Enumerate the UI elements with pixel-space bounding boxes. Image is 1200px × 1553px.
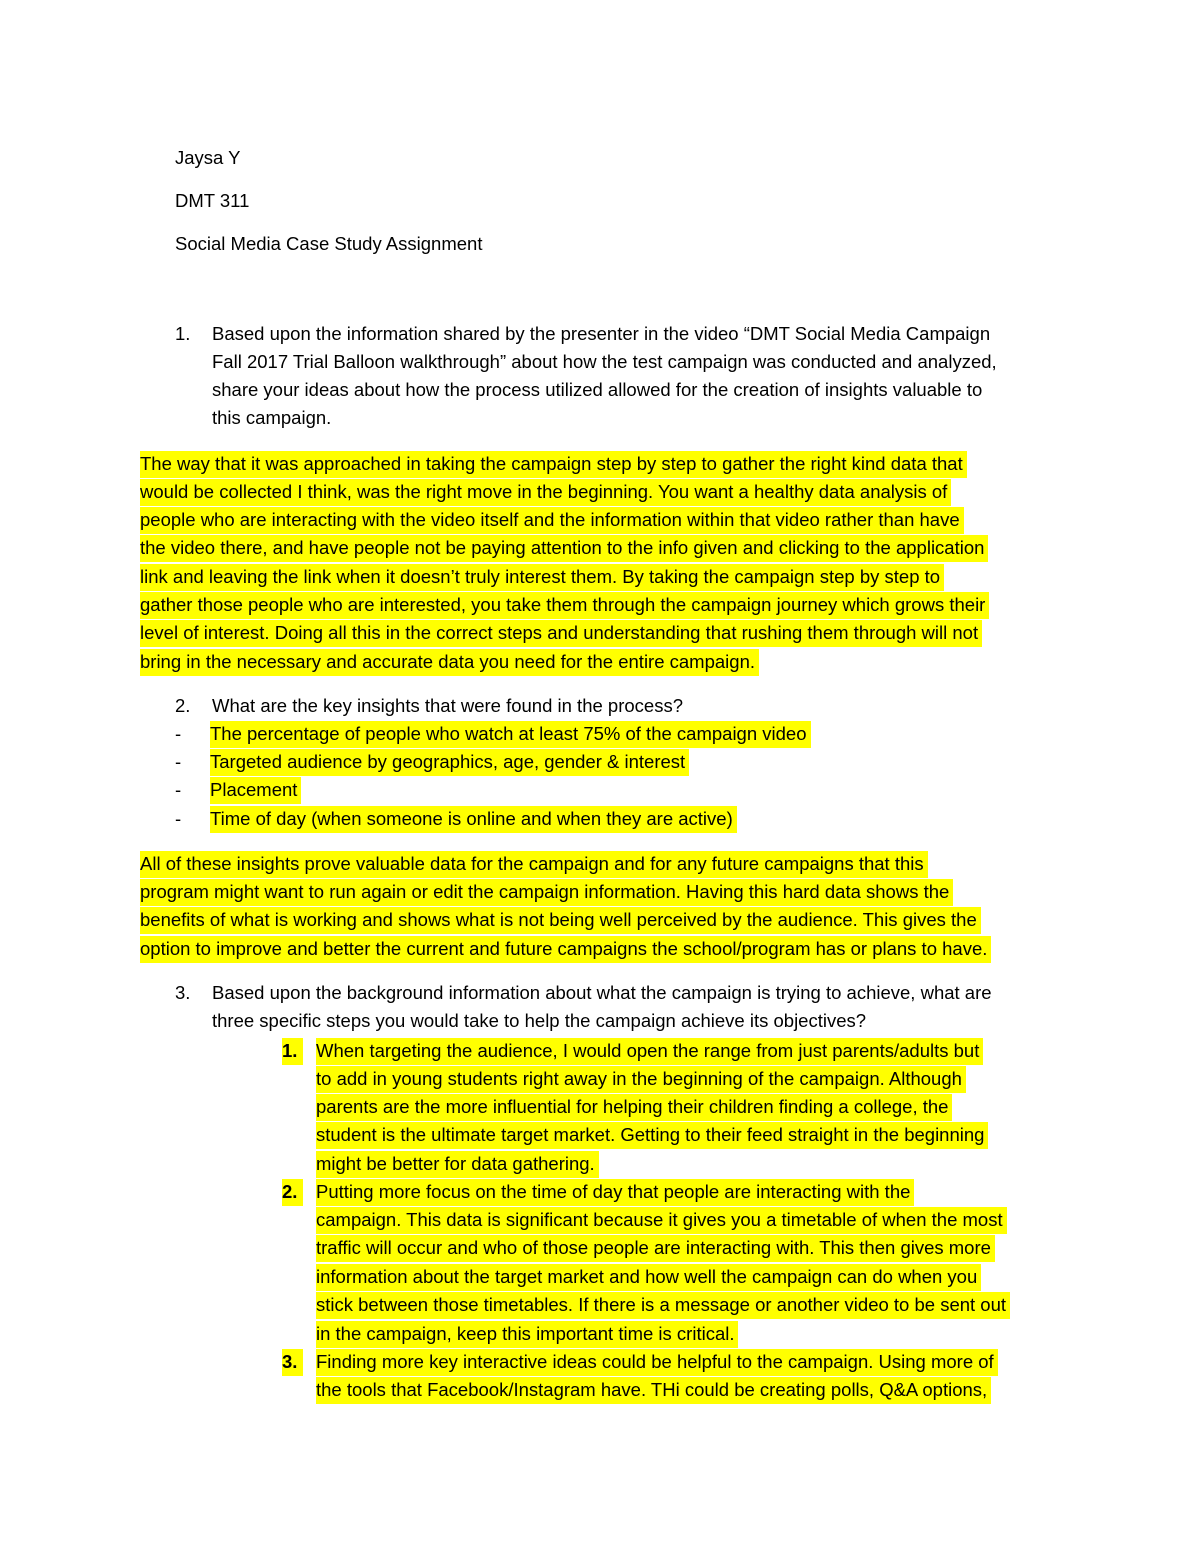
- answer-2-line: program might want to run again or edit the campaign information. Having this hard data shows the: [140, 879, 953, 906]
- insight-bullet: Targeted audience by geographics, age, gender & interest: [210, 749, 689, 776]
- answer-1-line: The way that it was approached in taking the campaign step by step to gather the right kind data that: [140, 451, 967, 478]
- answer-2-line: option to improve and better the current and future campaigns the school/program has or plans to have.: [140, 936, 991, 963]
- step-3-line: Finding more key interactive ideas could be helpful to the campaign. Using more of: [316, 1349, 998, 1376]
- question-1-line: this campaign.: [212, 407, 332, 428]
- answer-2-line: All of these insights prove valuable data for the campaign and for any future campaigns that this: [140, 851, 928, 878]
- answer-1-line: people who are interacting with the video itself and the information within that video rather than have: [140, 507, 964, 534]
- answer-1-line: link and leaving the link when it doesn’t truly interest them. By taking the campaign step by step to: [140, 564, 944, 591]
- step-1-line: parents are the more influential for helping their children finding a college, the: [316, 1094, 952, 1121]
- answer-2-line: benefits of what is working and shows what is not being well perceived by the audience. This gives the: [140, 907, 981, 934]
- question-1-line: Fall 2017 Trial Balloon walkthrough” about how the test campaign was conducted and analyzed,: [212, 351, 997, 372]
- question-3-line: Based upon the background information about what the campaign is trying to achieve, what are: [212, 982, 992, 1003]
- step-2-line: in the campaign, keep this important time is critical.: [316, 1321, 738, 1348]
- step-2-line: campaign. This data is significant because it gives you a timetable of when the most: [316, 1207, 1007, 1234]
- question-2-text: What are the key insights that were found in the process?: [212, 695, 683, 716]
- bullet-dash: -: [175, 751, 182, 772]
- step-3-line: the tools that Facebook/Instagram have. THi could be creating polls, Q&A options,: [316, 1377, 991, 1404]
- question-1-line: share your ideas about how the process utilized allowed for the creation of insights valuable to: [212, 379, 983, 400]
- answer-1-line: bring in the necessary and accurate data you need for the entire campaign.: [140, 649, 759, 676]
- question-1-number: 1.: [175, 323, 191, 344]
- step-3-number: 3.: [282, 1349, 303, 1376]
- step-1-line: to add in young students right away in the beginning of the campaign. Although: [316, 1066, 966, 1093]
- answer-1-line: level of interest. Doing all this in the correct steps and understanding that rushing them through will not: [140, 620, 982, 647]
- bullet-dash: -: [175, 779, 182, 800]
- author-name: Jaysa Y: [175, 147, 241, 168]
- question-3-line: three specific steps you would take to help the campaign achieve its objectives?: [212, 1010, 867, 1031]
- insight-bullet: The percentage of people who watch at least 75% of the campaign video: [210, 721, 811, 748]
- question-3-number: 3.: [175, 982, 191, 1003]
- bullet-dash: -: [175, 808, 182, 829]
- answer-1-line: the video there, and have people not be paying attention to the info given and clicking to the application: [140, 535, 988, 562]
- course-code: DMT 311: [175, 190, 250, 211]
- insight-bullet: Time of day (when someone is online and when they are active): [210, 806, 737, 833]
- assignment-title: Social Media Case Study Assignment: [175, 233, 483, 254]
- step-2-line: traffic will occur and who of those people are interacting with. This then gives more: [316, 1235, 995, 1262]
- step-1-line: might be better for data gathering.: [316, 1151, 599, 1178]
- step-1-number: 1.: [282, 1038, 303, 1065]
- question-1-line: Based upon the information shared by the presenter in the video “DMT Social Media Campaign: [212, 323, 991, 344]
- insight-bullet: Placement: [210, 777, 301, 804]
- bullet-dash: -: [175, 723, 182, 744]
- step-2-line: Putting more focus on the time of day that people are interacting with the: [316, 1179, 914, 1206]
- step-2-line: stick between those timetables. If there is a message or another video to be sent out: [316, 1292, 1010, 1319]
- step-2-line: information about the target market and how well the campaign can do when you: [316, 1264, 981, 1291]
- step-2-number: 2.: [282, 1179, 303, 1206]
- step-1-line: When targeting the audience, I would open the range from just parents/adults but: [316, 1038, 983, 1065]
- answer-1-line: gather those people who are interested, you take them through the campaign journey which grows their: [140, 592, 989, 619]
- answer-1-line: would be collected I think, was the right move in the beginning. You want a healthy data analysis of: [140, 479, 951, 506]
- step-1-line: student is the ultimate target market. Getting to their feed straight in the beginning: [316, 1122, 988, 1149]
- question-2-number: 2.: [175, 695, 191, 716]
